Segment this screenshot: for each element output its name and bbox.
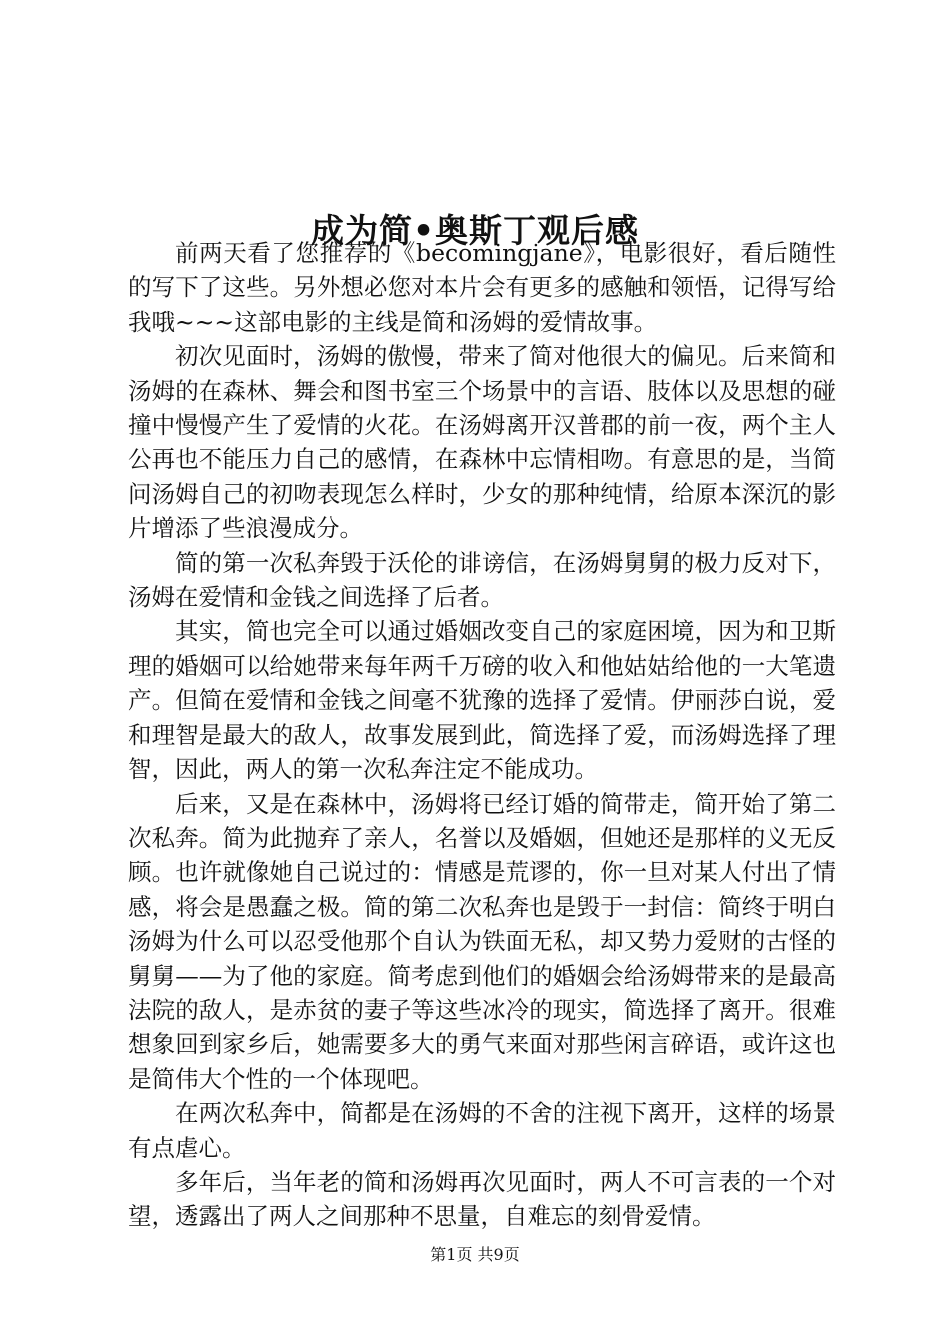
paragraph: 多年后，当年老的简和汤姆再次见面时，两人不可言表的一个对望，透露出了两人之间那种不思量，自难忘的刻骨爱情。	[128, 1167, 836, 1231]
paragraph: 其实，简也完全可以通过婚姻改变自己的家庭困境，因为和卫斯理的婚姻可以给她带来每年两千万磅的收入和他姑姑给他的一大笔遗产。但简在爱情和金钱之间毫不犹豫的选择了爱情。伊丽莎白说，爱和理智是最大的敌人，故事发展到此，简选择了爱，而汤姆选择了理智，因此，两人的第一次私奔注定不能成功。	[128, 617, 836, 784]
paragraph: 在两次私奔中，简都是在汤姆的不舍的注视下离开，这样的场景有点虐心。	[128, 1099, 836, 1162]
paragraph: 简的第一次私奔毁于沃伦的诽谤信，在汤姆舅舅的极力反对下，汤姆在爱情和金钱之间选择了后者。	[128, 548, 836, 612]
page-footer: 第1页 共9页	[430, 1245, 520, 1264]
paragraph: 初次见面时，汤姆的傲慢，带来了简对他很大的偏见。后来简和汤姆的在森林、舞会和图书室三个场景中的言语、肢体以及思想的碰撞中慢慢产生了爱情的火花。在汤姆离开汉普郡的前一夜，两个主人公再也不能压力自己的感情，在森林中忘情相吻。有意思的是，当简问汤姆自己的初吻表现怎么样时，少女的那种纯情，给原本深沉的影片增添了些浪漫成分。	[128, 342, 836, 543]
paragraph: 后来，又是在森林中，汤姆将已经订婚的简带走，简开始了第二次私奔。简为此抛弃了亲人，名誉以及婚姻，但她还是那样的义无反顾。也许就像她自己说过的：情感是荒谬的，你一旦对某人付出了情感，将会是愚蠢之极。简的第二次私奔也是毁于一封信：简终于明白汤姆为什么可以忍受他那个自认为铁面无私，却又势力爱财的古怪的舅舅——为了他的家庭。简考虑到他们的婚姻会给汤姆带来的是最高法院的敌人，是赤贫的妻子等这些冰冷的现实，简选择了离开。很难想象回到家乡后，她需要多大的勇气来面对那些闲言碎语，或许这也是简伟大个性的一个体现吧。	[128, 789, 836, 1093]
paragraph: 前两天看了您推荐的《becomingjane》，电影很好，看后随性的写下了这些。另外想必您对本片会有更多的感触和领悟，记得写给我哦~~~这部电影的主线是简和汤姆的爱情故事。	[128, 239, 836, 336]
document-body	[128, 236, 836, 1234]
document-title: 成为简•奥斯丁观后感	[310, 211, 640, 251]
